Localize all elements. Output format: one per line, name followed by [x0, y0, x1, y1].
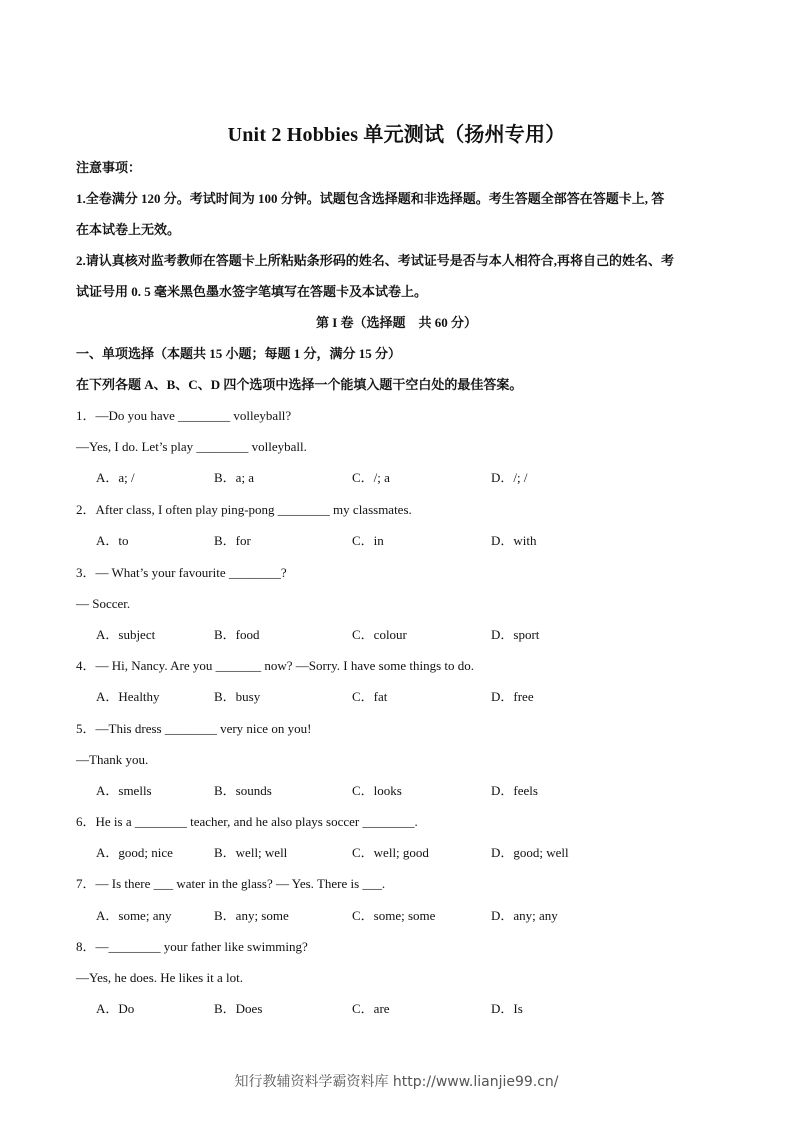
- option-d: D．sport: [491, 627, 540, 642]
- option-d: D．/; /: [491, 470, 528, 485]
- option-a: A．subject: [96, 627, 156, 642]
- option-a: A．Healthy: [96, 689, 160, 704]
- option-d: D．free: [491, 689, 534, 704]
- option-a: A．a; /: [96, 470, 135, 485]
- option-b: B．sounds: [214, 783, 272, 798]
- option-a: A．Do: [96, 1001, 135, 1016]
- option-a: A．smells: [96, 783, 152, 798]
- question-6-stem: 6．He is a ________ teacher, and he also plays soccer ________.: [76, 814, 418, 829]
- notice-item-1-line-2: 在本试卷上无效。: [76, 222, 181, 237]
- option-b: B．Does: [214, 1001, 263, 1016]
- option-d: D．good; well: [491, 845, 569, 860]
- option-a: A．some; any: [96, 908, 172, 923]
- notice-item-2-line-2: 试证号用 0. 5 毫米黑色墨水签字笔填写在答题卡及本试卷上。: [76, 284, 428, 299]
- question-2-stem: 2．After class, I often play ping-pong ________ my classmates.: [76, 502, 412, 517]
- option-b: B．any; some: [214, 908, 289, 923]
- option-d: D．feels: [491, 783, 538, 798]
- option-c: C．looks: [352, 783, 402, 798]
- question-7-stem: 7．— Is there ___ water in the glass? — Yes. There is ___.: [76, 876, 386, 891]
- option-c: C．well; good: [352, 845, 429, 860]
- footer-watermark: 知行教辅资料学霸资料库 http://www.lianjie99.cn/: [234, 1074, 559, 1090]
- option-d: D．with: [491, 533, 537, 548]
- question-4-stem: 4．— Hi, Nancy. Are you _______ now? —Sorry. I have some things to do.: [76, 658, 475, 673]
- option-c: C．fat: [352, 689, 388, 704]
- section-title: 第 I 卷（选择题 共 60 分）: [315, 315, 478, 330]
- part-1-instruction: 在下列各题 A、B、C、D 四个选项中选择一个能填入题干空白处的最佳答案。: [76, 377, 523, 392]
- option-c: C．colour: [352, 627, 407, 642]
- question-8-stem: 8．—________ your father like swimming?: [76, 939, 308, 954]
- question-8-response: —Yes, he does. He likes it a lot.: [76, 970, 243, 985]
- option-b: B．food: [214, 627, 260, 642]
- question-5-stem: 5．—This dress ________ very nice on you!: [76, 721, 312, 736]
- question-3-stem: 3．— What’s your favourite ________?: [76, 565, 287, 580]
- option-c: C．some; some: [352, 908, 436, 923]
- page-title: Unit 2 Hobbies 单元测试（扬州专用）: [227, 124, 566, 146]
- question-1-stem: 1．—Do you have ________ volleyball?: [76, 408, 292, 423]
- option-a: A．good; nice: [96, 845, 173, 860]
- part-1-heading: 一、单项选择（本题共 15 小题；每题 1 分，满分 15 分）: [76, 346, 402, 361]
- option-b: B．well; well: [214, 845, 288, 860]
- notice-heading: 注意事项：: [76, 160, 142, 175]
- option-d: D．any; any: [491, 908, 558, 923]
- option-c: C．in: [352, 533, 384, 548]
- notice-item-1-line-1: 1.全卷满分 120 分。考试时间为 100 分钟。试题包含选择题和非选择题。考生答题全部答在答题卡上, 答: [76, 191, 665, 206]
- option-b: B．a; a: [214, 470, 255, 485]
- option-c: C．/; a: [352, 470, 390, 485]
- option-b: B．busy: [214, 689, 261, 704]
- question-5-response: —Thank you.: [76, 752, 149, 767]
- notice-item-2-line-1: 2.请认真核对监考教师在答题卡上所粘贴条形码的姓名、考试证号是否与本人相符合,再将自己的姓名、考: [76, 253, 675, 268]
- option-b: B．for: [214, 533, 251, 548]
- option-c: C．are: [352, 1001, 390, 1016]
- option-a: A．to: [96, 533, 129, 548]
- option-d: D．Is: [491, 1001, 523, 1016]
- question-3-response: — Soccer.: [76, 596, 131, 611]
- question-1-response: —Yes, I do. Let’s play ________ volleyball.: [76, 439, 307, 454]
